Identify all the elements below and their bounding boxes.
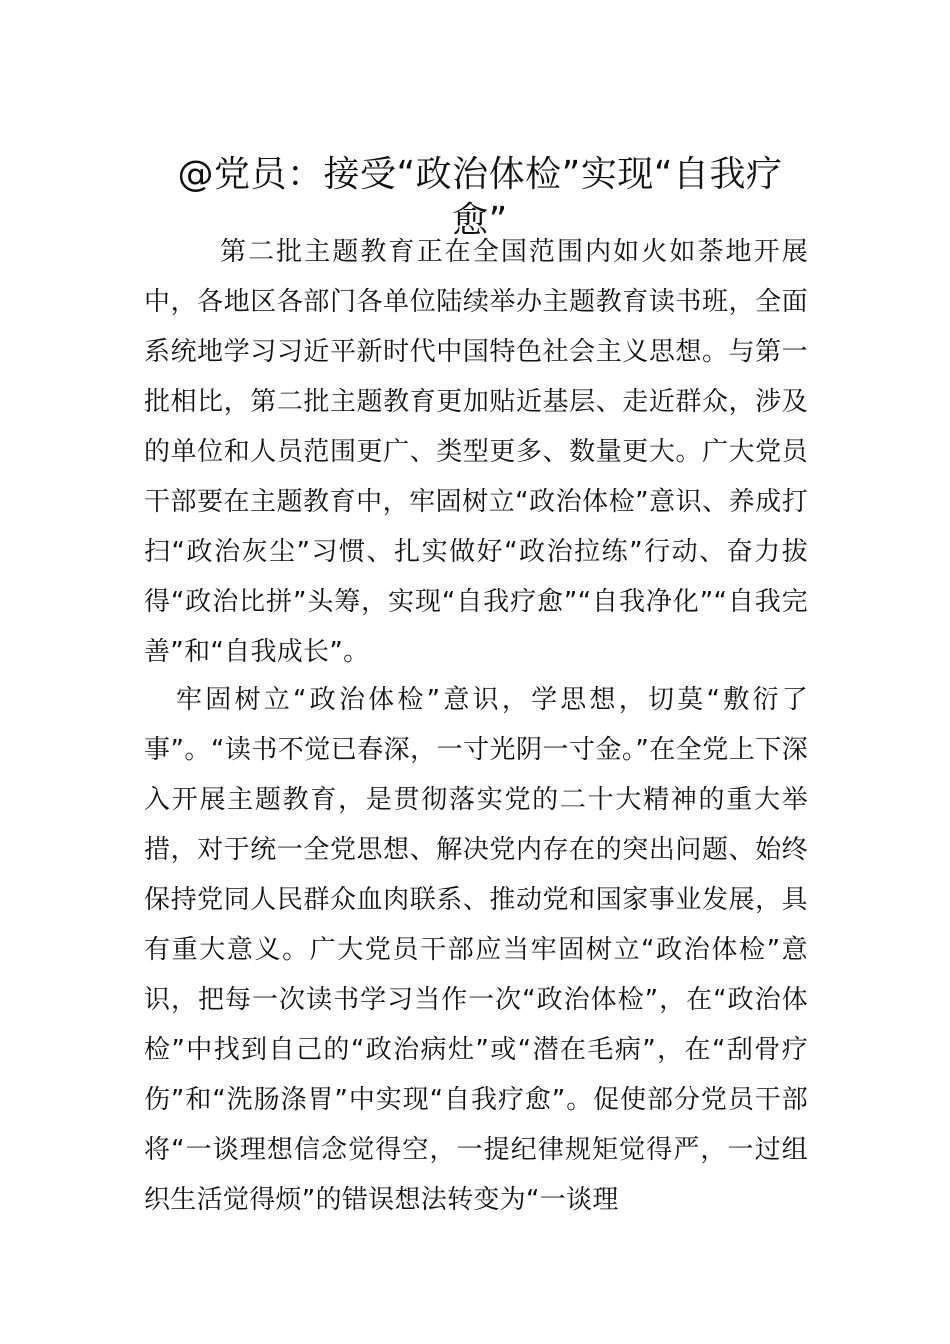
- body-paragraph-1: 第二批主题教育正在全国范围内如火如荼地开展中，各地区各部门各单位陆续举办主题教育读书班，全面系统地学习习近平新时代中国特色社会主义思想。与第一批相比，第二批主题教育更加贴近基层、走近群众，涉及的单位和人员范围更广、类型更多、数量更大。广大党员干部要在主题教育中，牢固树立“政治体检”意识、养成打扫“政治灰尘”习惯、扎实做好“政治拉练”行动、奋力拔得“政治比拼”头筹，实现“自我疗愈”“自我净化”“自我完善”和“自我成长”。: [144, 237, 808, 667]
- body-paragraph-2: 牢固树立“政治体检”意识，学思想，切莫“敷衍了事”。“读书不觉已春深，一寸光阴一寸金。”在全党上下深入开展主题教育，是贯彻落实党的二十大精神的重大举措，对于统一全党思想、解决党内存在的突出问题、始终保持党同人民群众血肉联系、推动党和国家事业发展，具有重大意义。广大党员干部应当牢固树立“政治体检”意识，把每一次读书学习当作一次“政治体检”，在“政治体检”中找到自己的“政治病灶”或“潜在毛病”，在“刮骨疗伤”和“洗肠涤胃”中实现“自我疗愈”。促使部分党员干部将“一谈理想信念觉得空，一提纪律规矩觉得严，一过组织生活觉得烦”的错误想法转变为“一谈理: [144, 685, 808, 1215]
- document-title: @党员：接受“政治体检”实现“自我疗愈”: [177, 154, 783, 242]
